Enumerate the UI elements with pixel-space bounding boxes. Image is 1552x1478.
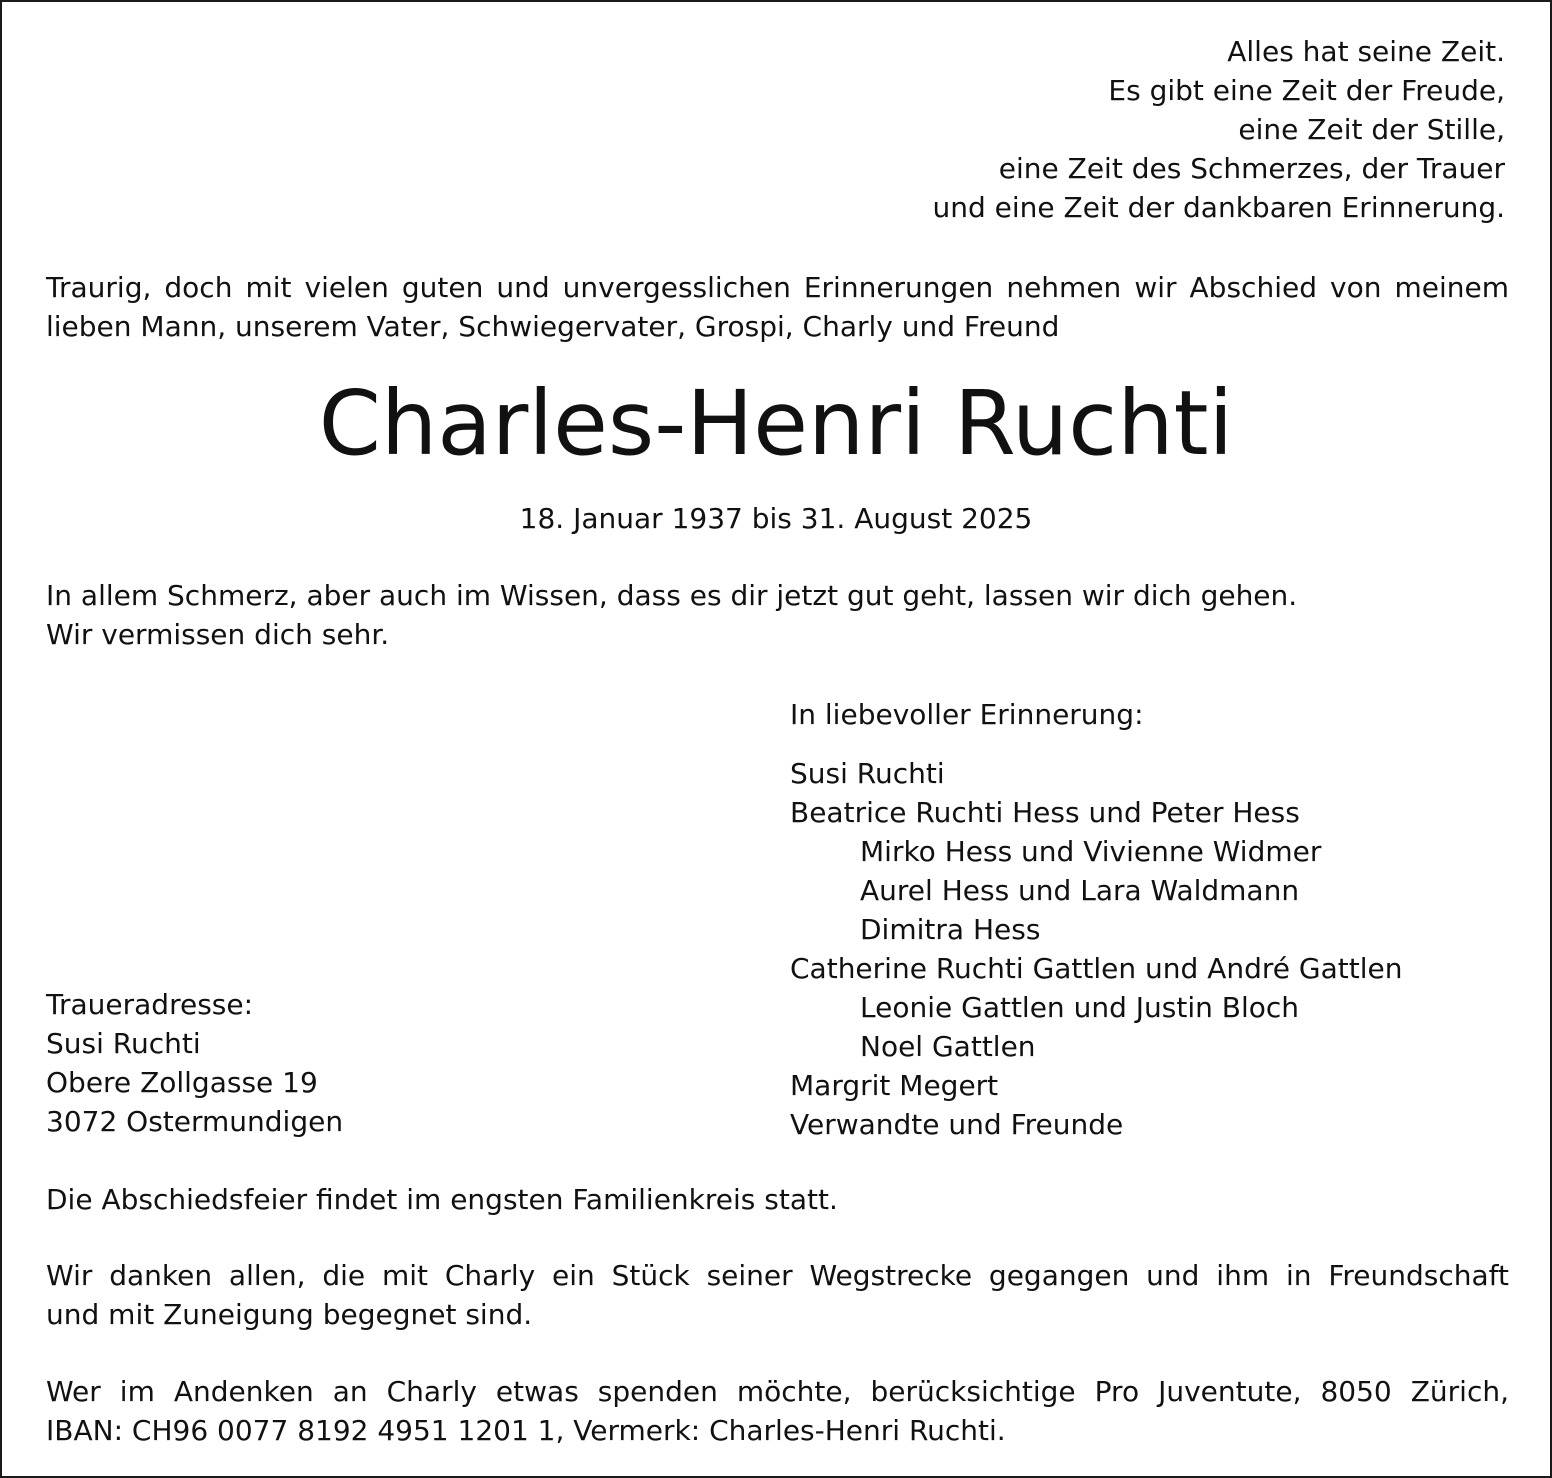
address-name: Susi Ruchti	[46, 1027, 201, 1060]
memory-label: In liebevoller Erinnerung:	[790, 698, 1144, 731]
mourner-name: Margrit Megert	[790, 1069, 999, 1102]
address-label: Traueradresse:	[46, 988, 254, 1021]
thanks-text	[46, 1256, 1509, 1334]
farewell-text	[46, 576, 1297, 654]
intro-line: lieben Mann, unserem Vater, Schwiegervater, Grospi, Charly und Freund	[46, 310, 1060, 343]
intro-line: Traurig, doch mit vielen guten und unvergesslichen Erinnerungen nehmen wir Abschied von meinem	[46, 271, 1509, 304]
poem-line: und eine Zeit der dankbaren Erinnerung.	[932, 191, 1505, 224]
mourner-name: Susi Ruchti	[790, 757, 945, 790]
mourner-name: Mirko Hess und Vivienne Widmer	[860, 835, 1322, 868]
intro-text	[46, 268, 1509, 346]
mourner-name: Catherine Ruchti Gattlen und André Gattlen	[790, 952, 1403, 985]
farewell-line: Wir vermissen dich sehr.	[46, 618, 390, 651]
donation-line: IBAN: CH96 0077 8192 4951 1201 1, Vermerk: Charles-Henri Ruchti.	[46, 1414, 1006, 1447]
poem-line: Es gibt eine Zeit der Freude,	[1108, 74, 1505, 107]
farewell-line: In allem Schmerz, aber auch im Wissen, dass es dir jetzt gut geht, lassen wir dich gehen.	[46, 579, 1298, 612]
life-dates: 18. Januar 1937 bis 31. August 2025	[519, 502, 1033, 535]
poem-line: eine Zeit der Stille,	[1238, 113, 1505, 146]
address-city: 3072 Ostermundigen	[46, 1105, 344, 1138]
address-street: Obere Zollgasse 19	[46, 1066, 318, 1099]
poem-line: eine Zeit des Schmerzes, der Trauer	[998, 152, 1505, 185]
mourner-name: Beatrice Ruchti Hess und Peter Hess	[790, 796, 1300, 829]
donation-line: Wer im Andenken an Charly etwas spenden möchte, berücksichtige Pro Juventute, 8050 Zürich,	[46, 1375, 1509, 1408]
mourners-list	[790, 754, 1402, 1144]
thanks-line: und mit Zuneigung begegnet sind.	[46, 1298, 533, 1331]
mourner-name: Aurel Hess und Lara Waldmann	[860, 874, 1300, 907]
mourner-name: Noel Gattlen	[860, 1030, 1036, 1063]
donation-text	[46, 1372, 1509, 1450]
deceased-name: Charles-Henri Ruchti	[318, 371, 1234, 475]
poem-line: Alles hat seine Zeit.	[1227, 35, 1505, 68]
ceremony-note: Die Abschiedsfeier findet im engsten Familienkreis statt.	[46, 1183, 838, 1216]
poem-verse	[933, 32, 1506, 227]
mourner-name: Verwandte und Freunde	[790, 1108, 1124, 1141]
mourning-address	[46, 985, 343, 1141]
mourner-name: Leonie Gattlen und Justin Bloch	[860, 991, 1300, 1024]
thanks-line: Wir danken allen, die mit Charly ein Stück seiner Wegstrecke gegangen und ihm in Freundschaft	[46, 1259, 1509, 1292]
mourner-name: Dimitra Hess	[860, 913, 1041, 946]
